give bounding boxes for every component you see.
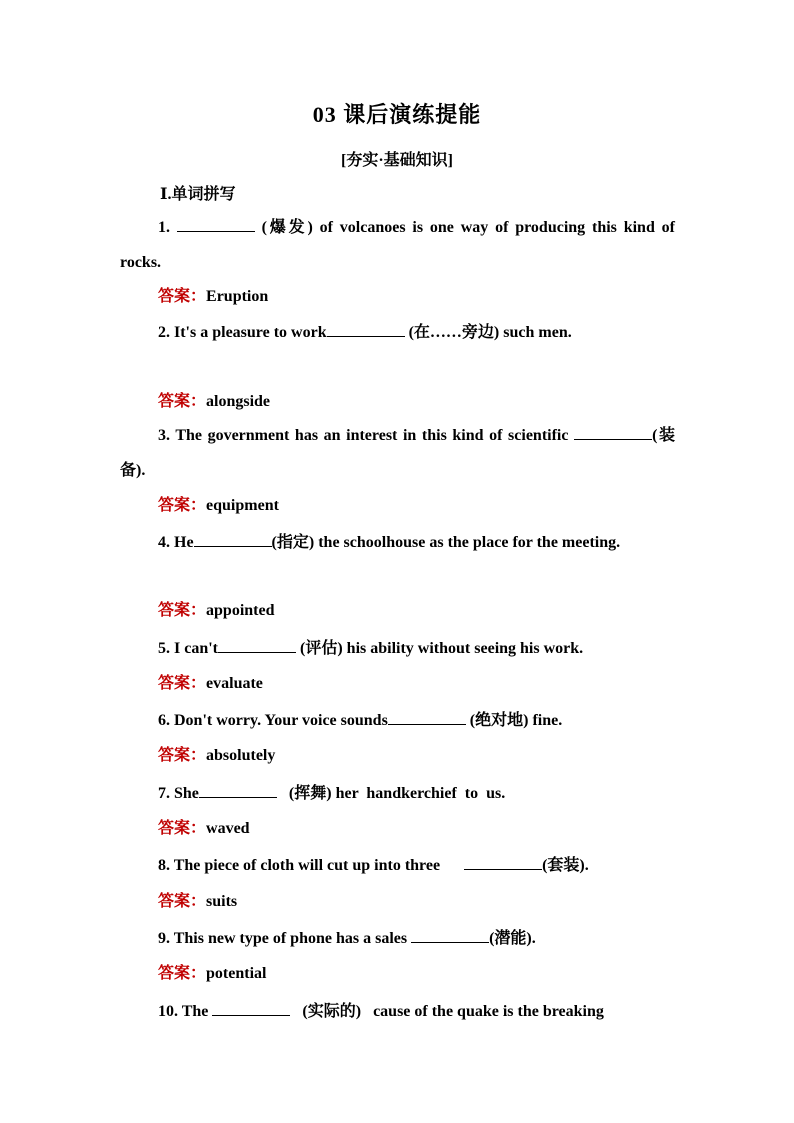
answer-text: waved	[206, 820, 250, 837]
answer-blank	[218, 638, 296, 653]
chinese-hint: (挥舞)	[288, 785, 332, 802]
answer-label: 答案：	[158, 747, 207, 764]
question-text-end: cause of the quake is the breaking	[373, 1003, 604, 1020]
answer-blank	[327, 322, 405, 337]
answer-text: absolutely	[206, 747, 276, 764]
question-3	[120, 418, 675, 488]
answer-blank	[464, 855, 542, 870]
question-number: 5.	[158, 640, 170, 657]
chinese-hint: (爆发)	[261, 219, 313, 236]
answer-blank	[177, 217, 255, 232]
question-text: The	[181, 1003, 209, 1020]
question-4	[120, 525, 675, 560]
answer-1	[158, 287, 268, 307]
question-text-end: fine.	[532, 712, 563, 729]
answer-7	[158, 819, 250, 839]
question-8	[158, 855, 675, 876]
answer-label: 答案：	[158, 393, 207, 410]
answer-9	[158, 964, 266, 984]
answer-label: 答案：	[158, 497, 207, 514]
chinese-hint: (绝对地)	[469, 712, 529, 729]
answer-blank	[199, 783, 277, 798]
question-text: Don't worry. Your voice sounds	[174, 712, 388, 729]
question-text-end: .	[141, 462, 146, 479]
section-heading: Ⅰ.单词拼写	[160, 186, 236, 203]
answer-label: 答案：	[158, 675, 207, 692]
answer-text: evaluate	[206, 675, 263, 692]
answer-5	[158, 674, 263, 694]
chinese-hint: (装备)	[120, 427, 675, 479]
question-text: It's a pleasure to work	[174, 324, 327, 341]
question-number: 3.	[158, 427, 170, 444]
answer-blank	[194, 532, 272, 547]
question-text: of volcanoes is one way of producing this kind of rocks.	[120, 219, 676, 271]
question-number: 10.	[158, 1003, 178, 1020]
answer-3	[158, 496, 279, 516]
chinese-hint: (潜能)	[489, 930, 532, 947]
chinese-hint: (指定)	[271, 534, 315, 551]
question-number: 9.	[158, 930, 170, 947]
question-text-end: his ability without seeing his work.	[346, 640, 584, 657]
answer-4	[158, 601, 274, 621]
question-text: The piece of cloth will cut up into three	[173, 857, 441, 874]
question-5	[158, 638, 675, 659]
answer-text: alongside	[206, 393, 271, 410]
answer-text: Eruption	[206, 288, 269, 305]
question-text-end: .	[531, 930, 536, 947]
answer-text: potential	[206, 965, 267, 982]
question-7	[158, 783, 675, 804]
answer-label: 答案：	[158, 965, 207, 982]
question-text-end: such men.	[503, 324, 572, 341]
question-text-end: .	[584, 857, 589, 874]
answer-label: 答案：	[158, 820, 207, 837]
question-10	[158, 1001, 675, 1022]
answer-2	[158, 392, 270, 412]
answer-label: 答案：	[158, 602, 207, 619]
chinese-hint: (在……旁边)	[408, 324, 500, 341]
chinese-hint: (实际的)	[302, 1003, 362, 1020]
answer-label: 答案：	[158, 288, 207, 305]
answer-text: appointed	[206, 602, 275, 619]
answer-label: 答案：	[158, 893, 207, 910]
question-number: 1.	[158, 219, 170, 236]
question-number: 2.	[158, 324, 170, 341]
page-subtitle: [夯实·基础知识]	[341, 152, 453, 169]
question-text: He	[174, 534, 194, 551]
chinese-hint: (评估)	[300, 640, 343, 657]
answer-6	[158, 746, 275, 766]
question-text: I can't	[174, 640, 218, 657]
page-title: 03 课后演练提能	[312, 102, 482, 127]
question-1	[120, 210, 675, 280]
question-text: The government has an interest in this kind of scientific	[175, 427, 569, 444]
answer-text: equipment	[206, 497, 279, 514]
question-2	[120, 315, 675, 350]
question-text: She	[174, 785, 199, 802]
question-text-end: her handkerchief to us.	[335, 785, 506, 802]
question-6	[158, 710, 675, 731]
answer-text: suits	[206, 893, 238, 910]
question-text-end: the schoolhouse as the place for the meeting.	[318, 534, 621, 551]
question-number: 7.	[158, 785, 170, 802]
answer-blank	[212, 1001, 290, 1016]
answer-8	[158, 892, 237, 912]
question-9	[158, 928, 675, 949]
question-number: 6.	[158, 712, 170, 729]
answer-blank	[411, 928, 489, 943]
question-text: This new type of phone has a sales	[173, 930, 408, 947]
question-number: 8.	[158, 857, 170, 874]
answer-blank	[574, 425, 652, 440]
answer-blank	[388, 710, 466, 725]
question-number: 4.	[158, 534, 170, 551]
chinese-hint: (套装)	[542, 857, 585, 874]
